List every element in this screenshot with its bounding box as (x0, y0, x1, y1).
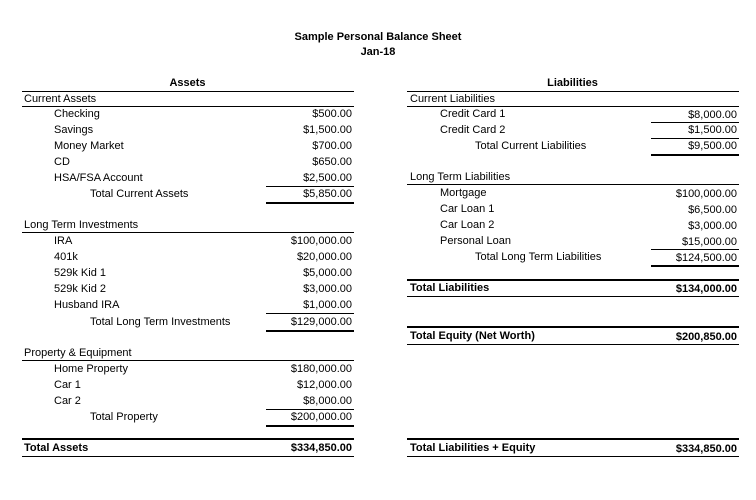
total-current-assets-label: Total Current Assets (90, 188, 189, 200)
total-long-term-investments-value: $129,000.00 (290, 316, 352, 328)
total-rule (651, 265, 739, 267)
asset-item-value: $8,000.00 (303, 395, 352, 407)
asset-item-value: $650.00 (312, 156, 352, 168)
total-long-term-liabilities-label: Total Long Term Liabilities (475, 251, 602, 263)
asset-item-name: Car 2 (54, 395, 81, 407)
subtotal-rule (651, 249, 739, 250)
asset-item-value: $700.00 (312, 140, 352, 152)
liability-item-value: $3,000.00 (688, 220, 737, 232)
liability-item-name: Credit Card 2 (440, 124, 506, 136)
total-current-liabilities-value: $9,500.00 (688, 140, 737, 152)
total-property-value: $200,000.00 (290, 411, 352, 423)
total-current-liabilities-label: Total Current Liabilities (475, 140, 587, 152)
liability-item-value: $15,000.00 (681, 236, 737, 248)
total-liabilities-equity-label: Total Liabilities + Equity (410, 442, 536, 454)
asset-item-name: 401k (54, 251, 78, 263)
total-rule (266, 202, 354, 204)
equity-underline (407, 344, 739, 345)
section-rule (407, 184, 739, 185)
asset-item-name: 529k Kid 1 (54, 267, 106, 279)
total-equity-value: $200,850.00 (675, 331, 737, 343)
asset-item-value: $100,000.00 (290, 235, 352, 247)
asset-item-value: $5,000.00 (303, 267, 352, 279)
grand-total-rule (407, 438, 739, 440)
value-rule (651, 122, 739, 123)
total-liabilities-label: Total Liabilities (410, 282, 490, 294)
asset-item-name: Car 1 (54, 379, 81, 391)
total-liabilities-equity-value: $334,850.00 (675, 443, 737, 455)
total-rule (266, 425, 354, 427)
total-equity-label: Total Equity (Net Worth) (410, 330, 535, 342)
asset-item-name: IRA (54, 235, 73, 247)
liability-item-name: Car Loan 2 (440, 219, 495, 231)
section-label-long-term-liabilities: Long Term Liabilities (410, 171, 511, 183)
grand-total-underline (407, 456, 739, 457)
subtotal-rule (266, 313, 354, 314)
section-label-current-liabilities: Current Liabilities (410, 93, 495, 105)
grand-total-rule (22, 438, 354, 440)
subtotal-rule (651, 138, 739, 139)
subtotal-rule (266, 409, 354, 410)
asset-item-name: HSA/FSA Account (54, 172, 143, 184)
asset-item-name: Home Property (54, 363, 128, 375)
total-rule (651, 154, 739, 156)
asset-item-value: $3,000.00 (303, 283, 352, 295)
total-long-term-liabilities-value: $124,500.00 (675, 252, 737, 264)
asset-item-value: $12,000.00 (296, 379, 352, 391)
liabilities-heading: Liabilities (547, 77, 598, 89)
liability-item-value: $8,000.00 (688, 109, 737, 121)
asset-item-value: $500.00 (312, 108, 352, 120)
total-property-label: Total Property (90, 411, 158, 423)
section-rule (22, 360, 354, 361)
total-current-assets-value: $5,850.00 (303, 188, 352, 200)
assets-heading: Assets (169, 77, 206, 89)
total-liabilities-underline (407, 296, 739, 297)
asset-item-value: $20,000.00 (296, 251, 352, 263)
total-assets-label: Total Assets (24, 442, 89, 454)
liability-item-name: Personal Loan (440, 235, 511, 247)
section-label-property: Property & Equipment (24, 347, 132, 359)
section-label-long-term-investments: Long Term Investments (24, 219, 139, 231)
equity-rule (407, 326, 739, 328)
section-label-current-assets: Current Assets (24, 93, 97, 105)
section-rule (407, 106, 739, 107)
asset-item-name: CD (54, 156, 70, 168)
total-rule (266, 330, 354, 332)
liabilities-heading-rule (407, 91, 739, 92)
liability-item-value: $1,500.00 (688, 124, 737, 136)
liability-item-name: Mortgage (440, 187, 487, 199)
liability-item-name: Credit Card 1 (440, 108, 506, 120)
total-long-term-investments-label: Total Long Term Investments (90, 316, 231, 328)
total-assets-value: $334,850.00 (290, 442, 352, 454)
total-liabilities-rule (407, 279, 739, 281)
section-rule (22, 106, 354, 107)
asset-item-value: $1,000.00 (303, 299, 352, 311)
page-date: Jan-18 (360, 46, 396, 58)
liability-item-name: Car Loan 1 (440, 203, 495, 215)
asset-item-name: Checking (54, 108, 100, 120)
section-rule (22, 232, 354, 233)
grand-total-underline (22, 456, 354, 457)
asset-item-name: Money Market (54, 140, 124, 152)
asset-item-value: $1,500.00 (303, 124, 352, 136)
subtotal-rule (266, 186, 354, 187)
liability-item-value: $100,000.00 (675, 188, 737, 200)
asset-item-value: $180,000.00 (290, 363, 352, 375)
page-title: Sample Personal Balance Sheet (294, 31, 462, 43)
assets-heading-rule (22, 91, 354, 92)
asset-item-value: $2,500.00 (303, 172, 352, 184)
total-liabilities-value: $134,000.00 (675, 283, 737, 295)
asset-item-name: Savings (54, 124, 94, 136)
liability-item-value: $6,500.00 (688, 204, 737, 216)
asset-item-name: 529k Kid 2 (54, 283, 106, 295)
asset-item-name: Husband IRA (54, 299, 120, 311)
